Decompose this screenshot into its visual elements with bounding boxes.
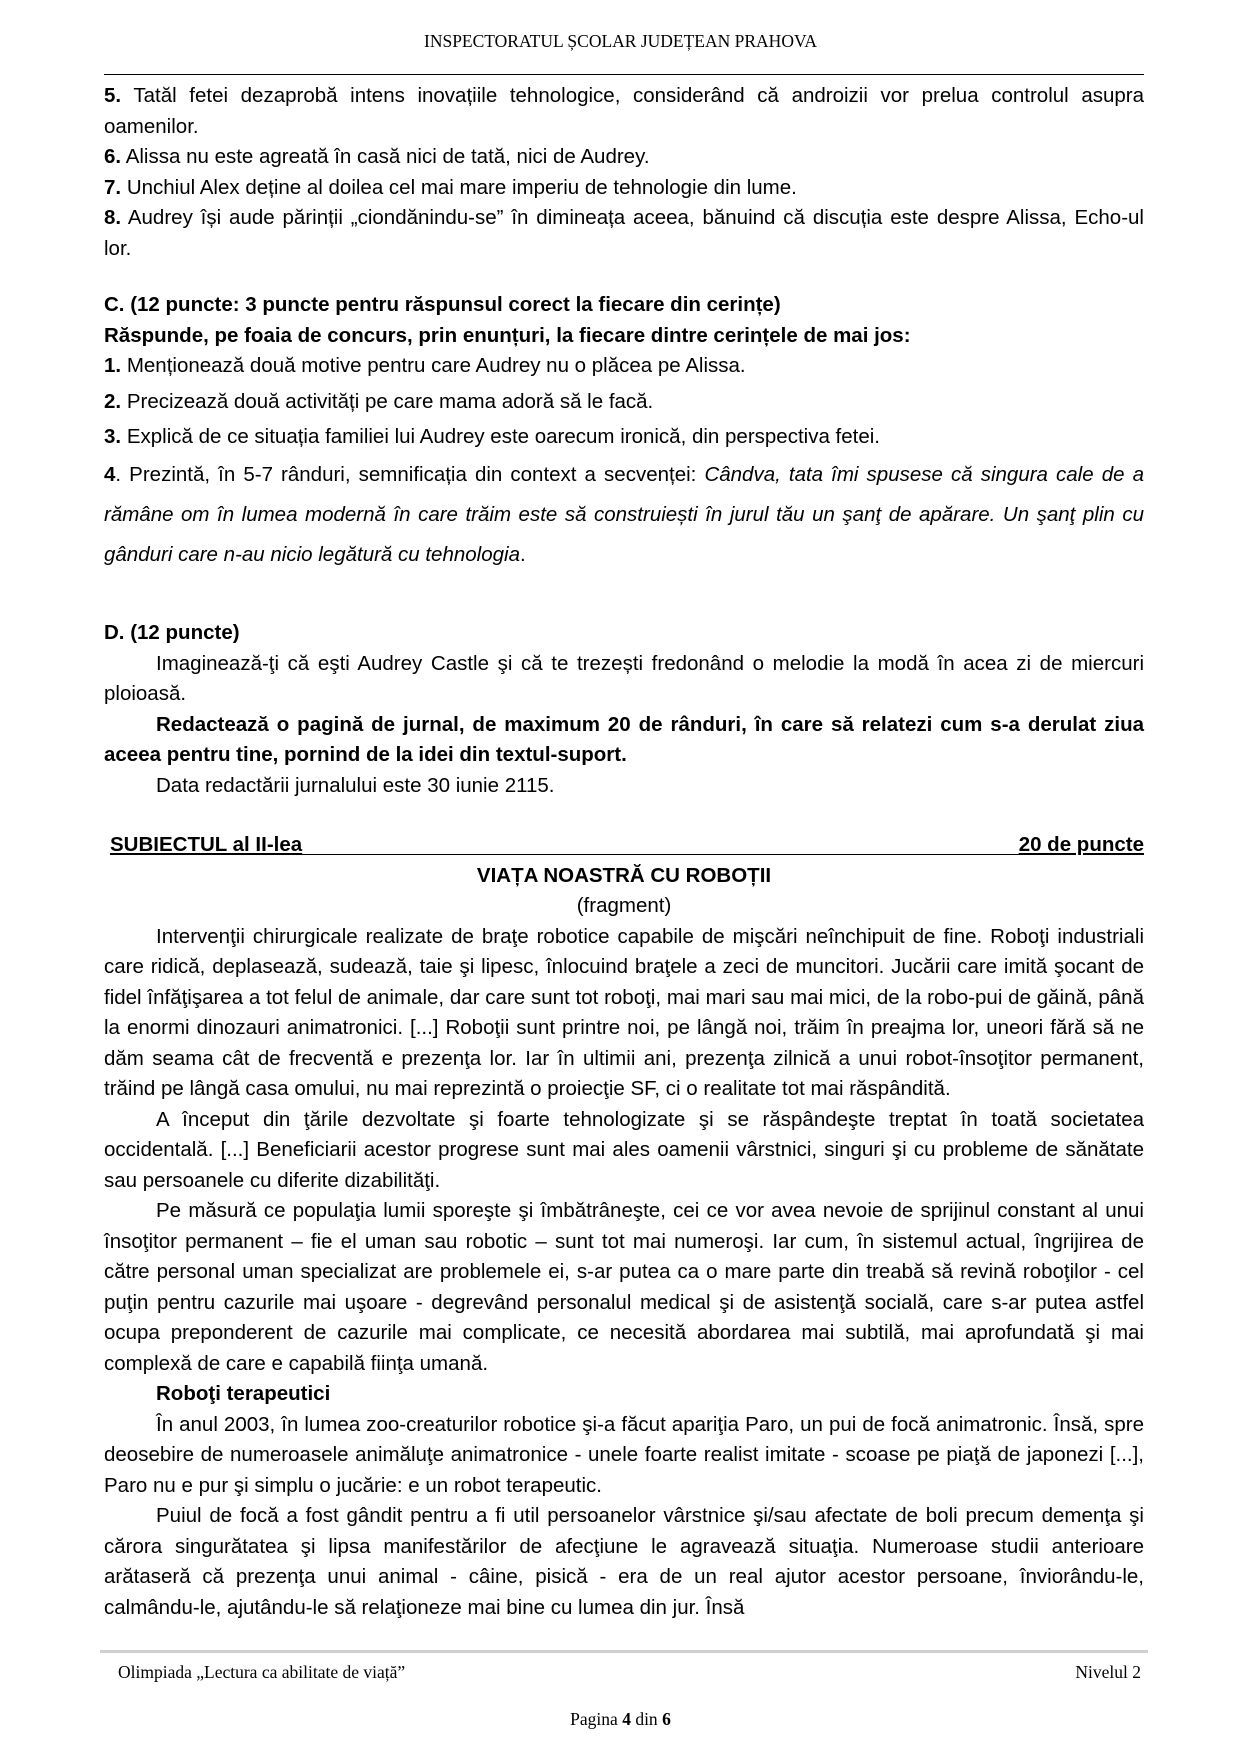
- item-number: 8.: [104, 206, 122, 229]
- item-text: Audrey își aude părinții „ciondănindu-se” în dimineața aceea, bănuind că discuția este despre Alissa, Echo-ul lor.: [104, 206, 1144, 260]
- paragraph: A început din ţările dezvoltate şi foarte tehnologizate şi se răspândeşte treptat în toată societatea occidentală. [...] Beneficiarii acestor progrese sunt mai ales oamenii vârstnici, singuri şi cu probleme de sănătate sau persoanele cu diferite dizabilităţi.: [104, 1107, 1144, 1192]
- footer-olympiad: Olimpiada „Lectura ca abilitate de viață”: [118, 1662, 406, 1682]
- question-text: Precizează două activități pe care mama adoră să le facă.: [126, 389, 654, 413]
- page-number: [0, 1709, 1241, 1730]
- subject-points: 20 de puncte: [1018, 833, 1144, 856]
- page-total: 6: [662, 1709, 671, 1729]
- question-text: . Prezintă, în 5-7 rânduri, semnificația din context a secvenței:: [115, 462, 705, 486]
- page-prefix: Pagina: [570, 1709, 623, 1729]
- text-subtitle: (fragment): [576, 894, 672, 917]
- item-number: 5.: [104, 84, 122, 107]
- question-end: .: [519, 542, 526, 566]
- footer-divider: [100, 1650, 1148, 1653]
- question-text: Menționează două motive pentru care Audrey nu o plăcea pe Alissa.: [126, 354, 746, 377]
- section-c-instruction: Răspunde, pe foaia de concurs, prin enunțuri, la fiecare dintre cerințele de mai jos:: [104, 323, 911, 347]
- question: [104, 351, 1144, 382]
- item-number: 7.: [104, 175, 122, 199]
- list-item: [104, 142, 1144, 173]
- page-header: INSPECTORATUL ȘCOLAR JUDEȚEAN PRAHOVA: [424, 31, 817, 51]
- paragraph: Pe măsură ce populaţia lumii sporeşte şi îmbătrâneşte, cei ce vor avea nevoie de sprijinul constant al unui însoţitor permanent – fie el uman sau robotic – sunt tot mai numeroşi. Iar cum, în sistemul actual, îngrijirea de către personal uman specializat are problemele ei, s-ar putea ca o mare parte din treabă să revină roboţilor - cel puţin pentru cazurile mai uşoare - degrevând personalul medical şi de asistenţă socială, care s-ar putea astfel ocupa preponderent de cazurile mai complicate, ce necesită abordarea mai subtilă, mai aprofundată şi mai complexă de care e capabilă fiinţa umană.: [104, 1199, 1144, 1375]
- item-number: 6.: [104, 145, 122, 168]
- subject-underline: [302, 830, 1019, 855]
- list-item: [104, 81, 1144, 142]
- list-item: [104, 203, 1144, 264]
- section-d-prompt: Imaginează-ţi că eşti Audrey Castle şi că te trezești fredonând o melodie la modă în acea zi de miercuri ploioasă.: [104, 651, 1144, 705]
- question-number: 2.: [104, 389, 122, 413]
- subject-2: [104, 830, 1144, 1623]
- page-mid: din: [630, 1709, 663, 1729]
- question-number: 4: [104, 462, 116, 486]
- question-text: Explică de ce situația familiei lui Audrey este oarecum ironică, din perspectiva fetei.: [126, 425, 880, 448]
- question: [104, 387, 1144, 418]
- subject-heading-row: [104, 830, 1144, 861]
- section-d: [104, 618, 1144, 801]
- paragraph: Puiul de focă a fost gândit pentru a fi util persoanelor vârstnice şi/sau afectate de boli precum demenţa şi cărora singurătatea şi lipsa manifestărilor de afecţiune le agravează situaţia. Numeroase studii anterioare arătaseră că prezenţa unui animal - câine, pisică - era de un real ajutor acestor persoane, înviorându-le, calmându-le, ajutându-le să relaţioneze mai bine cu lumea din jur. Însă: [104, 1504, 1144, 1619]
- list-item: [104, 173, 1144, 204]
- question-number: 3.: [104, 425, 122, 448]
- section-d-task: Redactează o pagină de jurnal, de maximum 20 de rânduri, în care să relatezi cum s-a derulat ziua aceea pentru tine, pornind de la idei din textul-suport.: [104, 712, 1144, 766]
- paragraph: În anul 2003, în lumea zoo-creaturilor robotice şi-a făcut apariţia Paro, un pui de focă animatronic. Însă, spre deosebire de numeroasele animăluţe animatronice - unele foarte realist imitate - scoase pe piaţă de japonezi [...], Paro nu e pur şi simplu o jucărie: e un robot terapeutic.: [104, 1412, 1144, 1497]
- text-title: VIAȚA NOASTRĂ CU ROBOȚII: [476, 863, 772, 887]
- subject-label: SUBIECTUL al II-lea: [110, 833, 303, 856]
- footer-level: Nivelul 2: [1075, 1662, 1141, 1682]
- paragraph: Intervenţii chirurgicale realizate de braţe robotice capabile de mişcări neînchipuit de fine. Roboţi industriali care ridică, deplasează, sudează, taie şi lipesc, înlocuind braţele a zeci de muncitori. Jucării care imită şocant de fidel înfăţişarea a tot felul de animale, dar care sunt tot roboţi, mai mari sau mai mici, de la robo-pui de găină, până la enormi dinozauri animatronici. [...] Roboţii sunt printre noi, pe lângă noi, trăim în preajma lor, uneori fără să ne dăm seama cât de frecventă e prezenţa lor. Iar în ultimii ani, prezenţa zilnică a unui robot-însoţitor permanent, trăind pe lângă casa omului, nu mai reprezintă o proiecţie SF, ci o realitate tot mai răspândită.: [104, 924, 1144, 1100]
- section-b-items: [104, 81, 1144, 264]
- section-d-date: Data redactării jurnalului este 30 iunie 2115.: [156, 773, 555, 797]
- section-d-heading: D. (12 puncte): [104, 621, 240, 644]
- section-c-heading: C. (12 puncte: 3 puncte pentru răspunsul corect la fiecare din cerințe): [104, 293, 781, 316]
- question: [104, 422, 1144, 453]
- item-text: Tatăl fetei dezaprobă intens inovațiile tehnologice, considerând că androizii vor prelua controlul asupra oamenilor.: [104, 84, 1145, 138]
- item-text: Unchiul Alex deține al doilea cel mai mare imperiu de tehnologie din lume.: [126, 175, 797, 199]
- subheading: Roboţi terapeutici: [156, 1382, 331, 1405]
- item-text: Alissa nu este agreată în casă nici de tată, nici de Audrey.: [125, 145, 650, 168]
- page-current: 4: [622, 1709, 631, 1729]
- header-divider: [104, 74, 1144, 75]
- question-number: 1.: [104, 354, 122, 377]
- question-quote: Cândva, tata îmi spusese că singura cale de a rămâne om în lumea modernă în care trăim este să construiești în jurul tău un şanţ de apărare. Un şanţ plin cu gânduri care n-au nicio legătură cu tehnologia: [104, 462, 1145, 566]
- question: [104, 455, 1144, 575]
- section-c: [104, 290, 1144, 575]
